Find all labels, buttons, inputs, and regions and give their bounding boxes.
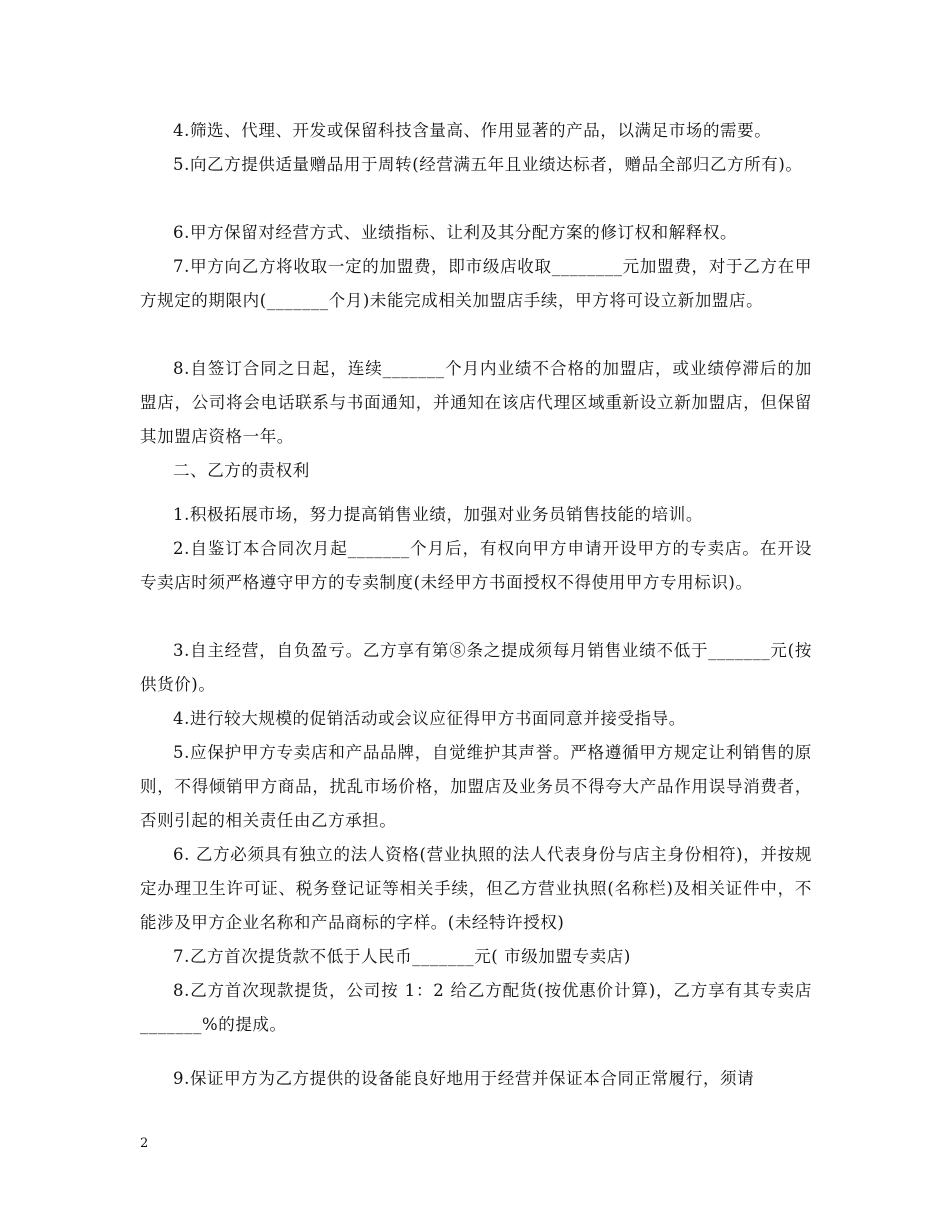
paragraph-14: 8.乙方首次现款提货，公司按 1：2 给乙方配货(按优惠价计算)，乙方享有其专卖店_______%的提成。 [140,981,812,1034]
paragraph-2: 5.向乙方提供适量赠品用于周转(经营满五年且业绩达标者，赠品全部归乙方所有)。 [173,155,803,174]
paragraph-13: 7.乙方首次提货款不低于人民币_______元( 市级加盟专卖店) [173,947,631,966]
paragraph-1: 4.筛选、代理、开发或保留科技含量高、作用显著的产品，以满足市场的需要。 [173,121,772,140]
paragraph-4: 7.甲方向乙方将收取一定的加盟费，即市级店收取________元加盟费，对于乙方在甲方规定的期限内(_______个月)未能完成相关加盟店手续，甲方将可设立新加盟店。 [140,257,812,310]
paragraph-9: 3.自主经营，自负盈亏。乙方享有第⑧条之提成须每月销售业绩不低于_______元(按供货价)。 [140,641,812,694]
section-heading: 二、乙方的责权利 [173,461,310,480]
paragraph-10: 4.进行较大规模的促销活动或会议应征得甲方书面同意并接受指导。 [173,709,686,728]
paragraph-12: 6. 乙方必须具有独立的法人资格(营业执照的法人代表身份与店主身份相符)，并按规定办理卫生许可证、税务登记证等相关手续，但乙方营业执照(名称栏)及相关证件中，不能涉及甲方企业名称和产品商标的字样。(未经特许授权) [140,845,812,932]
paragraph-3: 6.甲方保留对经营方式、业绩指标、让利及其分配方案的修订权和解释权。 [173,223,738,242]
page-number: 2 [140,1136,149,1151]
paragraph-15: 9.保证甲方为乙方提供的设备能良好地用于经营并保证本合同正常履行，须请 [173,1069,755,1088]
paragraph-8: 2.自鉴订本合同次月起_______个月后，有权向甲方申请开设甲方的专卖店。在开设专卖店时须严格遵守甲方的专卖制度(未经甲方书面授权不得使用甲方专用标识)。 [140,539,812,592]
paragraph-11: 5.应保护甲方专卖店和产品品牌，自觉维护其声誉。严格遵循甲方规定让利销售的原则，不得倾销甲方商品，扰乱市场价格，加盟店及业务员不得夸大产品作用误导消费者，否则引起的相关责任由乙方承担。 [140,743,812,830]
paragraph-7: 1.积极拓展市场，努力提高销售业绩，加强对业务员销售技能的培训。 [173,505,703,524]
paragraph-5: 8.自签订合同之日起，连续_______个月内业绩不合格的加盟店，或业绩停滞后的加盟店，公司将会电话联系与书面通知，并通知在该店代理区域重新设立新加盟店，但保留其加盟店资格一年。 [140,359,812,446]
